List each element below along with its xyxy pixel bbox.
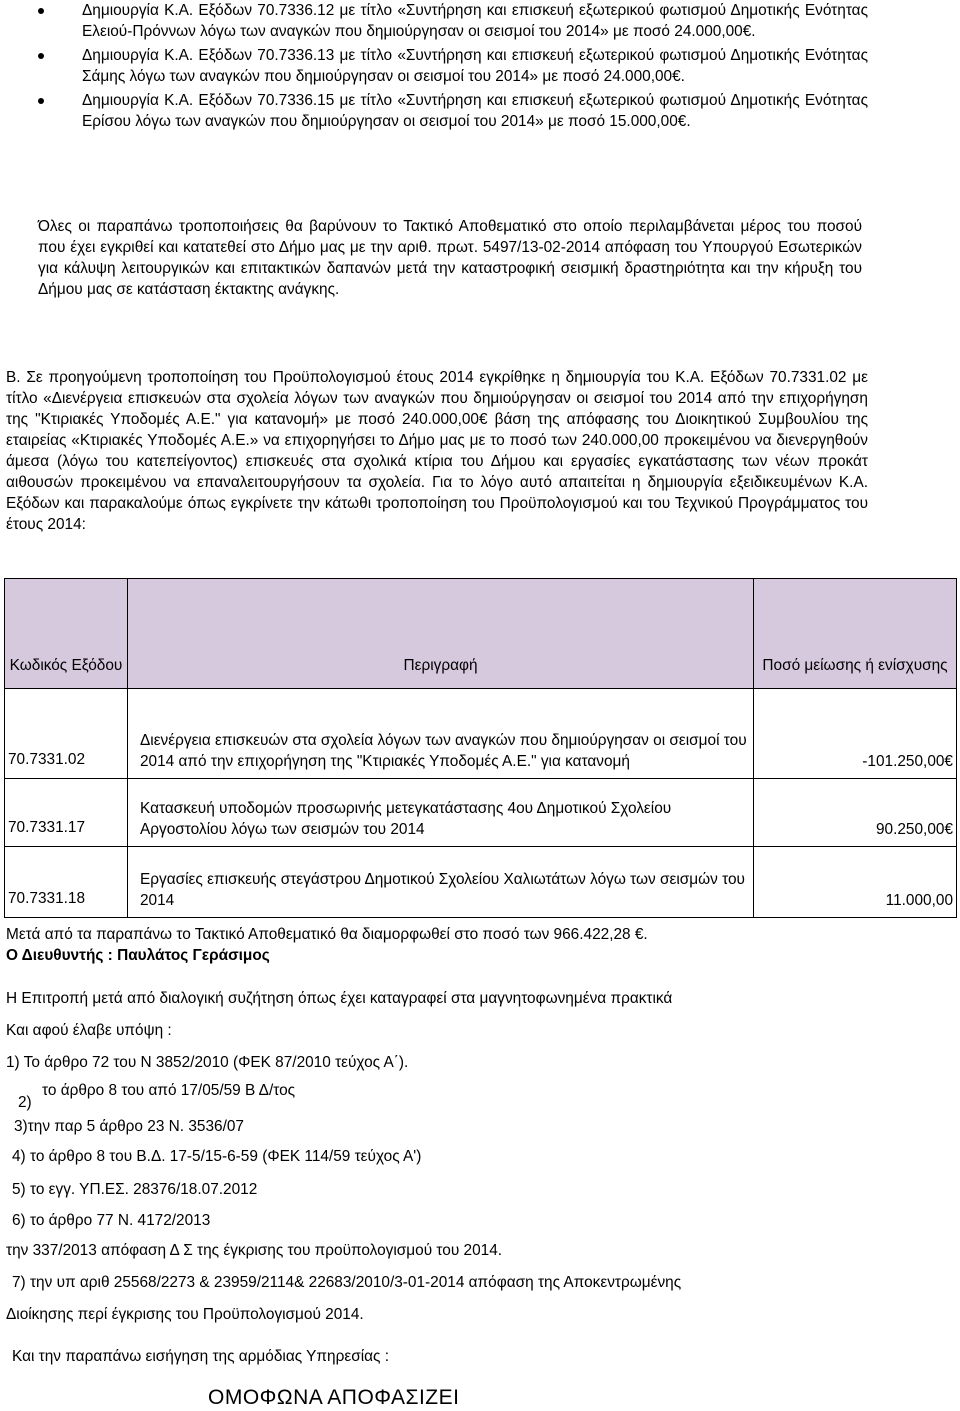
cell-description: Κατασκευή υποδομών προσωρινής μετεγκατάστασης 4ου Δημοτικού Σχολείου Αργοστολίου λόγω των σεισμών του 2014 (128, 779, 754, 847)
bullet-text: Δημιουργία Κ.Α. Εξόδων 70.7336.13 με τίτλο «Συντήρηση και επισκευή εξωτερικού φωτισμού Δημοτικής Ενότητας Σάμης λόγω των αναγκών που δημιούργησαν οι σεισμοί του 2014» με ποσό 24.000,00€. (82, 47, 868, 85)
table-header-row (5, 579, 957, 689)
item-6-continued: την 337/2013 απόφαση Δ Σ της έγκρισης του προϋπολογισμού του 2014. (6, 1242, 503, 1259)
decision-heading: ΟΜΟΦΩΝΑ ΑΠΟΦΑΣΙΖΕΙ (208, 1386, 460, 1409)
cell-code: 70.7331.02 (5, 689, 128, 779)
item-2-text: το άρθρο 8 του από 17/05/59 Β Δ/τος (42, 1082, 296, 1099)
bullet-dot-icon (38, 53, 44, 59)
proposal-text: Και την παραπάνω εισήγηση της αρμόδιας Υπηρεσίας : (12, 1348, 390, 1365)
header-code: Κωδικός Εξόδου (5, 579, 128, 689)
item-5: 5) το εγγ. ΥΠ.ΕΣ. 28376/18.07.2012 (12, 1181, 258, 1198)
item-2-number: 2) (18, 1094, 32, 1111)
cell-amount: 90.250,00€ (754, 779, 957, 847)
item-4: 4) το άρθρο 8 του Β.Δ. 17-5/15-6-59 (ΦΕΚ 114/59 τεύχος Α') (12, 1148, 422, 1165)
item-6: 6) το άρθρο 77 Ν. 4172/2013 (12, 1212, 211, 1229)
item-3: 3)την παρ 5 άρθρο 23 Ν. 3536/07 (14, 1118, 244, 1135)
bullet-item (38, 45, 868, 87)
cell-description: Εργασίες επισκευής στεγάστρου Δημοτικού Σχολείου Χαλιωτάτων λόγω των σεισμών του 2014 (128, 847, 754, 918)
cell-amount: 11.000,00 (754, 847, 957, 918)
director-line (6, 945, 270, 966)
item-7-continued: Διοίκησης περί έγκρισης του Προϋπολογισμού 2014. (6, 1306, 364, 1323)
cell-amount: -101.250,00€ (754, 689, 957, 779)
director-label: Ο Διευθυντής (6, 947, 104, 964)
committee-text: Η Επιτροπή μετά από διαλογική συζήτηση όπως έχει καταγραφεί στα μαγνητοφωνημένα πρακτικά (6, 990, 673, 1007)
bullet-text: Δημιουργία Κ.Α. Εξόδων 70.7336.15 με τίτλο «Συντήρηση και επισκευή εξωτερικού φωτισμού Δημοτικής Ενότητας Ερίσου λόγω των αναγκών που δημιούργησαν οι σεισμοί του 2014» με ποσό 15.000,00€. (82, 92, 868, 130)
bullet-item (38, 0, 868, 42)
item-7: 7) την υπ αριθ 25568/2273 & 23959/2114& 22683/2010/3-01-2014 απόφαση της Αποκεντρωμένης (12, 1274, 682, 1291)
bullet-dot-icon (38, 98, 44, 104)
table-row (5, 779, 957, 847)
cell-code: 70.7331.17 (5, 779, 128, 847)
paragraph-b: Β. Σε προηγούμενη τροποποίηση του Προϋπολογισμού έτους 2014 εγκρίθηκε η δημιουργία του Κ.Α. Εξόδων 70.7331.02 με τίτλο «Διενέργεια επισκευών στα σχολεία λόγων των αναγκών που δημιούργησαν οι σεισμοί του 2014 από την επιχορήγηση της "Κτιριακές Υποδομές Α.Ε." για κατανομή» με ποσό 240.000,00€ βάση της απόφασης του Διοικητικού Συμβουλίου της εταιρείας «Κτιριακές Υποδομές Α.Ε.» να επιχορηγήσει το Δήμο μας με το ποσό των 240.000,00 προκειμένου να διενεργηθούν άμεσα (λόγω του κατεπείγοντος) επισκευές στα σχολικά κτίρια του Δήμου και εργασίες εγκατάστασης των νέων προκάτ αιθουσών προκειμένου να επαναλειτουργήσουν τα σχολεία. Για το λόγο αυτό απαιτείται η δημιουργία εξειδικευμένων Κ.Α. Εξόδων και παρακαλούμε όπως εγκρίνετε την κάτωθι τροποποίηση του Προϋπολογισμού και του Τεχνικού Προγράμματος του έτους 2014: (6, 369, 868, 533)
bullet-text: Δημιουργία Κ.Α. Εξόδων 70.7336.12 με τίτλο «Συντήρηση και επισκευή εξωτερικού φωτισμού Δημοτικής Ενότητας Ελειού-Πρόννων λόγω των αναγκών που δημιούργησαν οι σεισμοί του 2014» με ποσό 24.000,00€. (82, 2, 868, 40)
considering-text: Και αφού έλαβε υπόψη : (6, 1022, 172, 1039)
after-text: Μετά από τα παραπάνω το Τακτικό Αποθεματικό θα διαμορφωθεί στο ποσό των 966.422,28 €. (6, 926, 648, 943)
bullet-list (38, 0, 868, 135)
table-row (5, 689, 957, 779)
bullet-dot-icon (38, 8, 44, 14)
header-description: Περιγραφή (128, 579, 754, 689)
table-row (5, 847, 957, 918)
bullet-item (38, 90, 868, 132)
paragraph-reserve: Όλες οι παραπάνω τροποποιήσεις θα βαρύνουν το Τακτικό Αποθεματικό στο οποίο περιλαμβάνεται μέρος του ποσού που έχει εγκριθεί και κατατεθεί στο Δήμο μας με την αριθ. πρωτ. 5497/13-02-2014 απόφαση του Υπουργού Εσωτερικών για κάλυψη λειτουργικών και επιτακτικών δαπανών μετά την καταστροφική σεισμική δραστηριότητα και την κήρυξη του Δήμου μας σε κατάσταση έκτακτης ανάγκης. (38, 218, 862, 298)
budget-table (4, 578, 957, 918)
cell-code: 70.7331.18 (5, 847, 128, 918)
header-amount: Ποσό μείωσης ή ενίσχυσης (754, 579, 957, 689)
item-1: 1) Το άρθρο 72 του Ν 3852/2010 (ΦΕΚ 87/2010 τεύχος Α΄). (6, 1054, 409, 1071)
cell-description: Διενέργεια επισκευών στα σχολεία λόγων των αναγκών που δημιούργησαν οι σεισμοί του 2014 από την επιχορήγηση της "Κτιριακές Υποδομές Α.Ε." για κατανομή (128, 689, 754, 779)
director-name: : Παυλάτος Γεράσιμος (107, 947, 270, 964)
